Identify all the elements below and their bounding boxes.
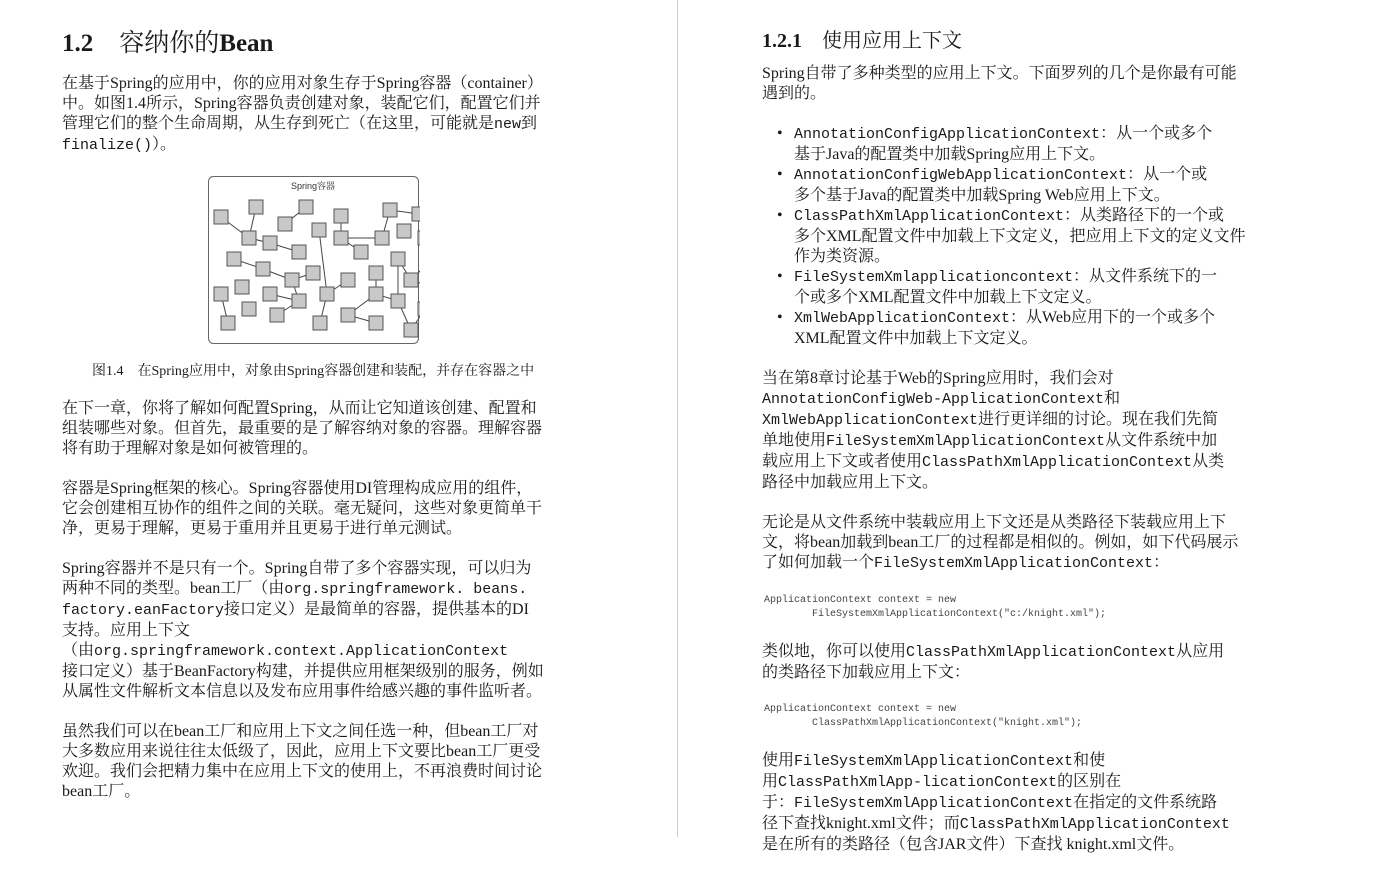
code-term: FileSystemXmlApplicationContext [874,555,1154,572]
context-type-list [774,124,1294,349]
bean-object [369,316,383,330]
text-line [762,533,1294,553]
text-line [762,389,1294,410]
code-term: FileSystemXmlApplicationContext [826,433,1106,450]
text-line [794,329,1294,349]
bean-object [256,262,270,276]
text-line [62,600,597,621]
text-run: 当在第8章讨论基于Web的Spring应用时，我们会对 [762,370,1114,387]
text-line [62,419,597,439]
text-run: 和使 [1073,752,1106,769]
code-term: finalize() [62,137,153,154]
text-run: 从文件系统中加 [1105,432,1218,449]
bean-object [412,207,420,221]
text-run: 个或多个XML配置文件中加载上下文定义。 [794,289,1102,306]
code-term: org.springframework. beans. [284,581,528,598]
text-run: （由 [62,642,95,659]
text-run: 在基于Spring的应用中，你的应用对象生存于Spring容器（container） [62,75,543,92]
text-run: 和 [1104,390,1121,407]
bean-object [263,287,277,301]
text-run: 的类路径下加载应用上下文： [762,664,971,681]
section-heading [62,28,597,60]
text-line [62,579,597,600]
code-term: XmlWebApplicationContext [794,310,1011,327]
bean-object [334,231,348,245]
text-line [62,519,597,539]
code-term: XmlWebApplicationContext [762,412,979,429]
text-line [762,772,1294,793]
text-line [794,267,1294,288]
text-run: ：从文件系统下的一 [1073,268,1218,285]
text-line [762,642,1294,663]
subsection-title: 使用应用上下文 [822,30,962,52]
text-line [62,499,597,519]
bean-object [214,210,228,224]
code-term: new [494,116,522,133]
bullet-icon: • [777,207,783,224]
list-item [774,165,1294,206]
text-line [62,762,597,782]
paragraph [762,64,1294,104]
list-item [774,267,1294,308]
section-title-bean: Bean [219,30,274,57]
bean-object [242,302,256,316]
text-run: 类似地，你可以使用 [762,643,907,660]
bean-object [397,224,411,238]
bullet-icon: • [777,166,783,183]
text-line [62,94,597,114]
bean-object [285,273,299,287]
text-line [762,663,1294,683]
text-run: 到 [521,115,538,132]
bean-object [320,287,334,301]
text-run: 进行更详细的讨论。现在我们先简 [978,411,1219,428]
text-run: 净，更易于理解，更易于重用并且更易于进行单元测试。 [62,520,463,537]
text-run: ：从类路径下的一个或 [1064,207,1225,224]
text-run: 于： [762,794,795,811]
code-term: ClassPathXmlApplicationContext [922,454,1193,471]
text-run: ：从Web应用下的一个或多个 [1010,309,1215,326]
paragraph [62,722,597,802]
text-run: 使用 [762,752,795,769]
code-term: FileSystemXmlapplicationcontext [794,269,1074,286]
bean-object [292,294,306,308]
bean-object [299,200,313,214]
text-line [794,247,1294,267]
text-run: 在下一章，你将了解如何配置Spring，从而让它知道该创建、配置和 [62,400,537,417]
bean-object [354,245,368,259]
text-run: 两种不同的类型。bean工厂（由 [62,580,285,597]
text-run: Spring自带了多种类型的应用上下文。下面罗列的几个是你最有可能 [762,65,1237,82]
bean-object [214,287,228,301]
text-line [762,793,1294,814]
bean-object [263,236,277,250]
figure-number: 图1.4 [92,364,124,379]
code-term: ClassPathXmlApplicationContext [794,208,1065,225]
text-line [762,452,1294,473]
text-line [62,641,597,662]
code-line: ClassPathXmlApplicationContext("knight.xml"); [764,718,1083,729]
text-run: ：从一个或多个 [1100,125,1213,142]
text-line [762,369,1294,389]
code-term: FileSystemXmlApplicationContext [794,795,1074,812]
bean-object [369,287,383,301]
text-line [762,410,1294,431]
code-line: ApplicationContext context = new [764,704,957,715]
text-run: 容器是Spring框架的核心。Spring容器使用DI管理构成应用的组件， [62,480,533,497]
text-line [762,431,1294,452]
text-run: 接口定义）是最简单的容器，提供基本的DI [224,601,529,618]
paragraph [762,642,1294,683]
bean-object [312,223,326,237]
section-number: 1.2 [62,30,94,57]
text-line [794,124,1294,145]
text-run: 的区别在 [1057,773,1122,790]
bean-object [235,280,249,294]
text-run: 将有助于理解对象是如何被管理的。 [62,440,319,457]
text-run: 接口定义）基于BeanFactory构建，并提供应用框架级别的服务，例如 [62,663,544,680]
text-run: ：从一个或 [1127,166,1208,183]
bean-object [313,316,327,330]
code-line: FileSystemXmlApplicationContext("c:/knight.xml"); [764,609,1107,620]
text-line [62,742,597,762]
caption-text: 在Spring应用中，对象由Spring容器创建和装配，并存在容器之中 [137,364,535,379]
text-run: 多个基于Java的配置类中加载Spring Web应用上下文。 [794,187,1170,204]
bullet-icon: • [777,309,783,326]
code-term: ClassPathXmlApplicationContext [906,644,1177,661]
bean-object [334,209,348,223]
bean-object [306,266,320,280]
text-line [62,621,597,641]
text-run: 文，将bean加载到bean工厂的过程都是相似的。例如，如下代码展示 [762,534,1239,551]
code-term: factory.eanFactory [62,602,225,619]
text-run: 在指定的文件系统路 [1073,794,1218,811]
right-page [678,0,1374,875]
text-line [794,206,1294,227]
bean-object [391,294,405,308]
text-run: 欢迎。我们会把精力集中在应用上下文的使用上，不再浪费时间讨论 [62,763,543,780]
text-run: 支持。应用上下文 [62,622,191,639]
text-line [62,479,597,499]
text-line [794,227,1294,247]
text-run: 它会创建相互协作的组件之间的关联。毫无疑问，这些对象更简单干 [62,500,543,517]
bean-object [278,217,292,231]
text-line [62,782,597,802]
bean-object [404,323,418,337]
bean-object [369,266,383,280]
paragraph [762,751,1294,855]
text-run: 路径中加载应用上下文。 [762,474,939,491]
text-line [762,64,1294,84]
text-line [62,559,597,579]
text-run: ）。 [152,136,177,153]
text-line [762,473,1294,493]
text-line [62,135,597,156]
text-run: 作为类资源。 [794,248,891,265]
text-run: 载应用上下文或者使用 [762,453,923,470]
bean-object [404,273,418,287]
code-term: org.springframework.context.ApplicationContext [94,643,509,660]
paragraph [62,399,597,459]
text-line [62,682,597,702]
spring-container-diagram [208,176,420,345]
paragraph [762,369,1294,493]
bean-object [391,252,405,266]
text-run: XML配置文件中加载上下文定义。 [794,330,1038,347]
text-line [62,662,597,682]
text-line [762,835,1294,855]
bean-object [242,231,256,245]
paragraph [762,513,1294,574]
diagram-title: Spring容器 [290,181,336,191]
text-run: 管理它们的整个生命周期，从生存到死亡（在这里，可能就是 [62,115,495,132]
figure-caption [92,363,597,381]
paragraph [62,74,597,156]
text-run: 径下查找knight.xml文件；而 [762,815,960,832]
text-line [62,722,597,742]
bean-object [292,245,306,259]
text-run: 虽然我们可以在bean工厂和应用上下文之间任选一种，但bean工厂对 [62,723,539,740]
code-term: ClassPathXmlApplicationContext [959,816,1230,833]
text-line [62,399,597,419]
bullet-icon: • [777,268,783,285]
code-term: AnnotationConfigApplicationContext [794,126,1101,143]
bean-object [383,203,397,217]
code-line: ApplicationContext context = new [764,595,957,606]
text-run: 大多数应用来说往往太低级了，因此，应用上下文要比bean工厂更受 [62,743,541,760]
bean-object [270,308,284,322]
text-line [794,165,1294,186]
code-term: AnnotationConfigWeb-ApplicationContext [762,391,1105,408]
text-line [794,308,1294,329]
text-run: 单地使用 [762,432,827,449]
bean-object [341,273,355,287]
text-line [62,114,597,135]
code-block [764,594,1294,622]
text-line [762,814,1294,835]
left-page [0,0,677,822]
text-run: 从应用 [1176,643,1225,660]
bean-object [375,231,389,245]
bean-object [341,308,355,322]
code-term: FileSystemXmlApplicationContext [794,753,1074,770]
text-line [762,84,1294,104]
paragraph [62,479,597,539]
bean-object [249,200,263,214]
text-run: bean工厂。 [62,783,141,800]
code-block [764,703,1294,731]
bullet-icon: • [777,125,783,142]
text-run: 从类 [1192,453,1225,470]
bean-object [227,252,241,266]
text-run: Spring容器并不是只有一个。Spring自带了多个容器实现，可以归为 [62,560,532,577]
text-run: 无论是从文件系统中装载应用上下文还是从类路径下装载应用上下 [762,514,1227,531]
text-line [762,751,1294,772]
code-term: AnnotationConfigWebApplicationContext [794,167,1128,184]
text-run: ： [1153,554,1170,571]
list-item [774,206,1294,267]
section-title: 容纳你的 [119,30,220,57]
text-line [762,553,1294,574]
text-run: 从属性文件解析文本信息以及发布应用事件给感兴趣的事件监听者。 [62,683,543,700]
text-line [794,145,1294,165]
bean-object [418,302,420,316]
subsection-number: 1.2.1 [762,30,802,52]
text-line [762,513,1294,533]
text-run: 遇到的。 [762,85,827,102]
text-run: 中。如图1.4所示，Spring容器负责创建对象，装配它们，配置它们并 [62,95,541,112]
list-item [774,124,1294,165]
text-run: 基于Java的配置类中加载Spring应用上下文。 [794,146,1106,163]
list-item [774,308,1294,349]
text-line [794,186,1294,206]
bean-object [221,316,235,330]
text-line [62,74,597,94]
text-run: 多个XML配置文件中加载上下文定义，把应用上下文的定义文件 [794,228,1246,245]
text-line [62,439,597,459]
text-run: 组装哪些对象。但首先，最重要的是了解容纳对象的容器。理解容器 [62,420,543,437]
text-line [794,288,1294,308]
paragraph [62,559,597,702]
text-run: 是在所有的类路径（包含JAR文件）下查找 knight.xml文件。 [762,836,1185,853]
text-run: 了如何加载一个 [762,554,875,571]
bean-object [418,231,420,245]
subsection-heading [762,28,1294,54]
text-run: 用 [762,773,779,790]
code-term: ClassPathXmlApp-licationContext [778,774,1058,791]
